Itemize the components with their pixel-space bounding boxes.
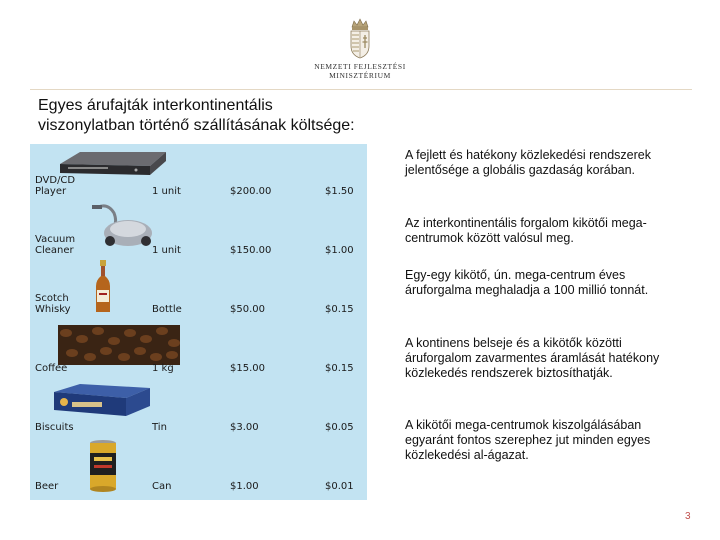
item-quantity: Can xyxy=(152,481,172,492)
item-quantity: 1 unit xyxy=(152,186,181,197)
coat-of-arms-icon xyxy=(346,18,374,60)
bullet-item: A kontinens belseje és a kikötők közötti áruforgalom zavarmentes áramlását hatékony közlekedés rendszerek biztosíthatják. xyxy=(405,336,660,380)
item-shipping-cost: $1.00 xyxy=(325,245,354,256)
item-price: $50.00 xyxy=(230,304,265,315)
table-row xyxy=(30,203,367,262)
item-shipping-cost: $0.05 xyxy=(325,422,354,433)
bullet-item: Az interkontinentális forgalom kikötői mega-centrumok között valósul meg. xyxy=(405,216,647,245)
logo-text-line1: NEMZETI FEJLESZTÉSI xyxy=(314,62,406,71)
shipping-cost-table xyxy=(30,144,367,500)
item-name: Vacuum Cleaner xyxy=(35,234,76,256)
ministry-logo xyxy=(312,18,408,96)
table-row xyxy=(30,380,367,439)
item-quantity: 1 kg xyxy=(152,363,174,374)
bullet-item: A kikötői mega-centrumok kiszolgálásában egyaránt fontos szerephez jut minden egyes közlekedési al-ágazat. xyxy=(405,418,651,462)
item-name: Biscuits xyxy=(35,422,74,433)
item-shipping-cost: $1.50 xyxy=(325,186,354,197)
table-row xyxy=(30,321,367,380)
bullet-item: Egy-egy kikötő, ún. mega-centrum éves áruforgalma meghaladja a 100 millió tonnát. xyxy=(405,268,649,297)
item-shipping-cost: $0.15 xyxy=(325,363,354,374)
table-row xyxy=(30,262,367,321)
table-row xyxy=(30,144,367,203)
table-row xyxy=(30,439,367,498)
item-shipping-cost: $0.01 xyxy=(325,481,354,492)
bullet-item: A fejlett és hatékony közlekedési rendszerek jelentősége a globális gazdaság korában. xyxy=(405,148,651,177)
logo-text-line2: MINISZTÉRIUM xyxy=(329,71,391,80)
coffee-beans-icon xyxy=(58,325,180,365)
item-name: Beer xyxy=(35,481,59,492)
item-shipping-cost: $0.15 xyxy=(325,304,354,315)
item-quantity: 1 unit xyxy=(152,245,181,256)
item-name: DVD/CD Player xyxy=(35,175,76,197)
item-price: $150.00 xyxy=(230,245,272,256)
item-price: $200.00 xyxy=(230,186,272,197)
slide-title xyxy=(38,96,418,136)
item-quantity: Bottle xyxy=(152,304,182,315)
title-line2: viszonylatban történő szállításának költsége: xyxy=(38,117,355,134)
dvd-player-icon xyxy=(58,148,170,178)
item-quantity: Tin xyxy=(152,422,167,433)
page-number: 3 xyxy=(685,511,691,522)
header-divider xyxy=(30,89,692,90)
title-line1: Egyes árufajták interkontinentális xyxy=(38,97,273,114)
item-name: Scotch Whisky xyxy=(35,293,71,315)
item-price: $15.00 xyxy=(230,363,265,374)
biscuit-tin-icon xyxy=(52,382,152,418)
item-price: $3.00 xyxy=(230,422,259,433)
item-name: Coffee xyxy=(35,363,68,374)
item-price: $1.00 xyxy=(230,481,259,492)
